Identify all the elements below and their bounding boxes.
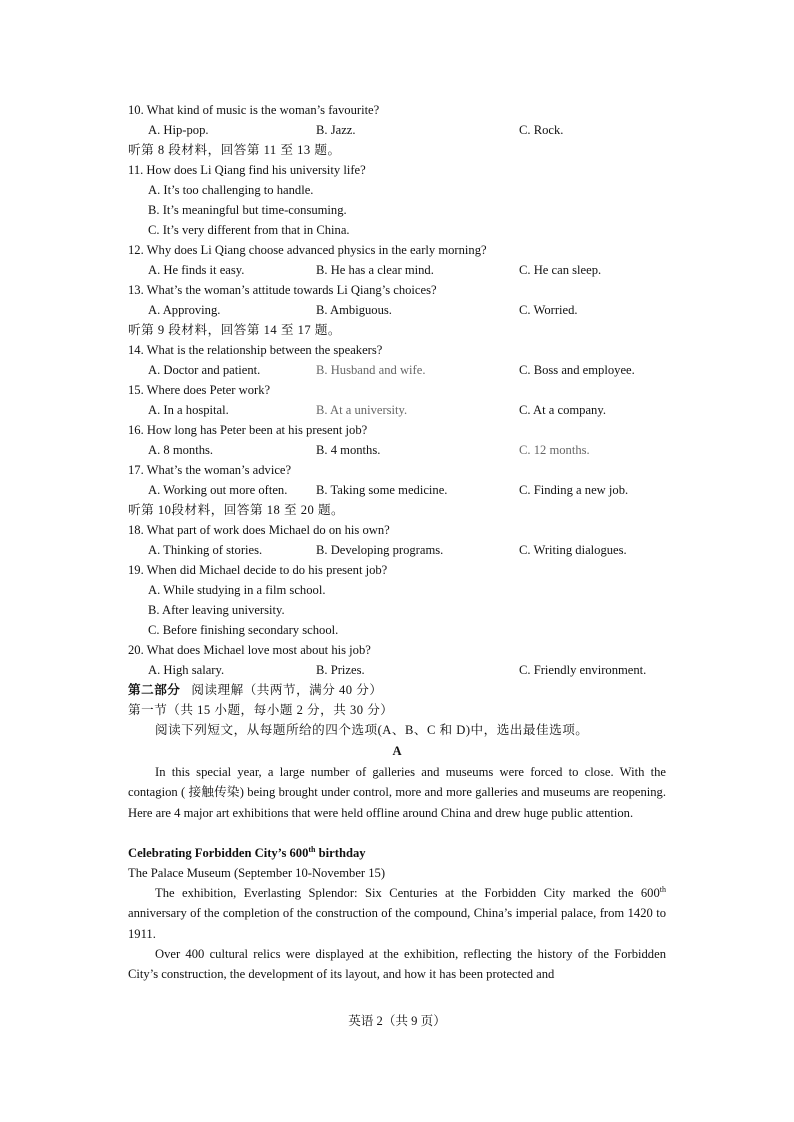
- option-a: A. Hip-pop.: [148, 123, 209, 137]
- question-stem: 14. What is the relationship between the speakers?: [128, 343, 383, 357]
- option-b: B. At a university.: [316, 403, 408, 417]
- question-20-options: [128, 661, 666, 679]
- question-10-options: [128, 121, 666, 139]
- listening-instruction-10: 听第 10段材料，回答第 18 至 20 题。: [128, 503, 345, 517]
- question-stem: 20. What does Michael love most about his job?: [128, 643, 371, 657]
- question-12: [128, 241, 487, 259]
- ordinal-suffix: th: [659, 884, 666, 894]
- question-16: [128, 421, 367, 439]
- question-stem: 13. What’s the woman’s attitude towards Li Qiang’s choices?: [128, 283, 437, 297]
- question-17-options: [128, 481, 666, 499]
- option-a: A. Doctor and patient.: [148, 363, 261, 377]
- question-10: [128, 101, 379, 119]
- question-18-options: [128, 541, 666, 559]
- question-stem: 12. Why does Li Qiang choose advanced physics in the early morning?: [128, 243, 487, 257]
- passage-paragraph-3: Over 400 cultural relics were displayed at the exhibition, reflecting the history of the Forbidden City’s construction, the development of its layout, and how it has been protected and: [128, 947, 666, 982]
- question-15-options: [128, 401, 666, 419]
- question-stem: 17. What’s the woman’s advice?: [128, 463, 292, 477]
- ordinal-suffix: th: [308, 844, 316, 854]
- listening-instruction-9: 听第 9 段材料，回答第 14 至 17 题。: [128, 323, 341, 337]
- part-title: 阅读理解（共两节，满分 40 分）: [191, 683, 383, 697]
- option-c: C. He can sleep.: [519, 263, 602, 277]
- directions: 阅读下列短文，从每题所给的四个选项(A、B、C 和 D)中，选出最佳选项。: [155, 723, 589, 737]
- question-14-options: [128, 361, 666, 379]
- option-c: C. Worried.: [519, 303, 578, 317]
- option-c: C. Writing dialogues.: [519, 543, 627, 557]
- option-b: B. Ambiguous.: [316, 303, 392, 317]
- option-a: A. While studying in a film school.: [148, 583, 326, 597]
- option-c: C. At a company.: [519, 403, 606, 417]
- option-c: C. Boss and employee.: [519, 363, 635, 377]
- option-a: A. 8 months.: [148, 443, 214, 457]
- question-stem: 19. When did Michael decide to do his present job?: [128, 563, 388, 577]
- option-c: C. It’s very different from that in China.: [148, 223, 350, 237]
- option-b: B. After leaving university.: [148, 603, 285, 617]
- option-a: A. In a hospital.: [148, 403, 229, 417]
- question-19: [128, 561, 387, 579]
- para2-after: anniversary of the completion of the construction of the compound, China’s imperial palace, from 1420 to 1911.: [128, 906, 666, 941]
- option-b: B. He has a clear mind.: [316, 263, 434, 277]
- option-a: A. Working out more often.: [148, 483, 288, 497]
- question-13-options: [128, 301, 666, 319]
- exhibition-heading: [128, 844, 366, 862]
- question-12-options: [128, 261, 666, 279]
- question-16-options: [128, 441, 666, 459]
- option-a: A. High salary.: [148, 663, 225, 677]
- question-18: [128, 521, 390, 539]
- option-c: C. Rock.: [519, 123, 564, 137]
- heading-text: Celebrating Forbidden City’s 600: [128, 846, 309, 860]
- para2-before: The exhibition, Everlasting Splendor: Six Centuries at the Forbidden City marked the 600: [155, 886, 660, 900]
- option-c: C. Finding a new job.: [519, 483, 629, 497]
- exhibition-venue: The Palace Museum (September 10-November 15): [128, 866, 386, 880]
- option-c: C. Friendly environment.: [519, 663, 647, 677]
- option-b: B. Taking some medicine.: [316, 483, 448, 497]
- option-c: C. 12 months.: [519, 443, 590, 457]
- option-a: A. Thinking of stories.: [148, 543, 263, 557]
- question-11: [128, 161, 366, 179]
- option-a: A. He finds it easy.: [148, 263, 245, 277]
- option-b: B. Prizes.: [316, 663, 365, 677]
- option-c: C. Before finishing secondary school.: [148, 623, 339, 637]
- section-heading: 第一节（共 15 小题，每小题 2 分，共 30 分）: [128, 703, 394, 717]
- part-heading: [128, 681, 382, 699]
- question-stem: 16. How long has Peter been at his present job?: [128, 423, 368, 437]
- question-stem: 11. How does Li Qiang find his university life?: [128, 163, 366, 177]
- option-b: B. It’s meaningful but time-consuming.: [148, 203, 347, 217]
- passage-label: A: [392, 744, 402, 758]
- question-15: [128, 381, 270, 399]
- option-b: B. Developing programs.: [316, 543, 444, 557]
- passage-paragraph-2: [128, 883, 666, 944]
- heading-tail: birthday: [315, 846, 366, 860]
- option-b: B. 4 months.: [316, 443, 381, 457]
- question-17: [128, 461, 291, 479]
- question-14: [128, 341, 382, 359]
- page-footer: 英语 2（共 9 页）: [348, 1014, 446, 1028]
- option-a: A. Approving.: [148, 303, 221, 317]
- option-b: B. Jazz.: [316, 123, 356, 137]
- option-a: A. It’s too challenging to handle.: [148, 183, 314, 197]
- question-13: [128, 281, 437, 299]
- option-b: B. Husband and wife.: [316, 363, 426, 377]
- passage-paragraph-1: In this special year, a large number of galleries and museums were forced to close. With the contagion ( 接触传染) being brought under control, more and more galleries and museums are reopening. Here are 4 major art exhibitions that were held offline around China and drew huge public attention.: [128, 765, 666, 820]
- question-20: [128, 641, 371, 659]
- part-label: 第二部分: [128, 683, 181, 697]
- question-stem: 10. What kind of music is the woman’s favourite?: [128, 103, 380, 117]
- question-stem: 18. What part of work does Michael do on his own?: [128, 523, 390, 537]
- question-stem: 15. Where does Peter work?: [128, 383, 271, 397]
- listening-instruction-8: 听第 8 段材料，回答第 11 至 13 题。: [128, 143, 341, 157]
